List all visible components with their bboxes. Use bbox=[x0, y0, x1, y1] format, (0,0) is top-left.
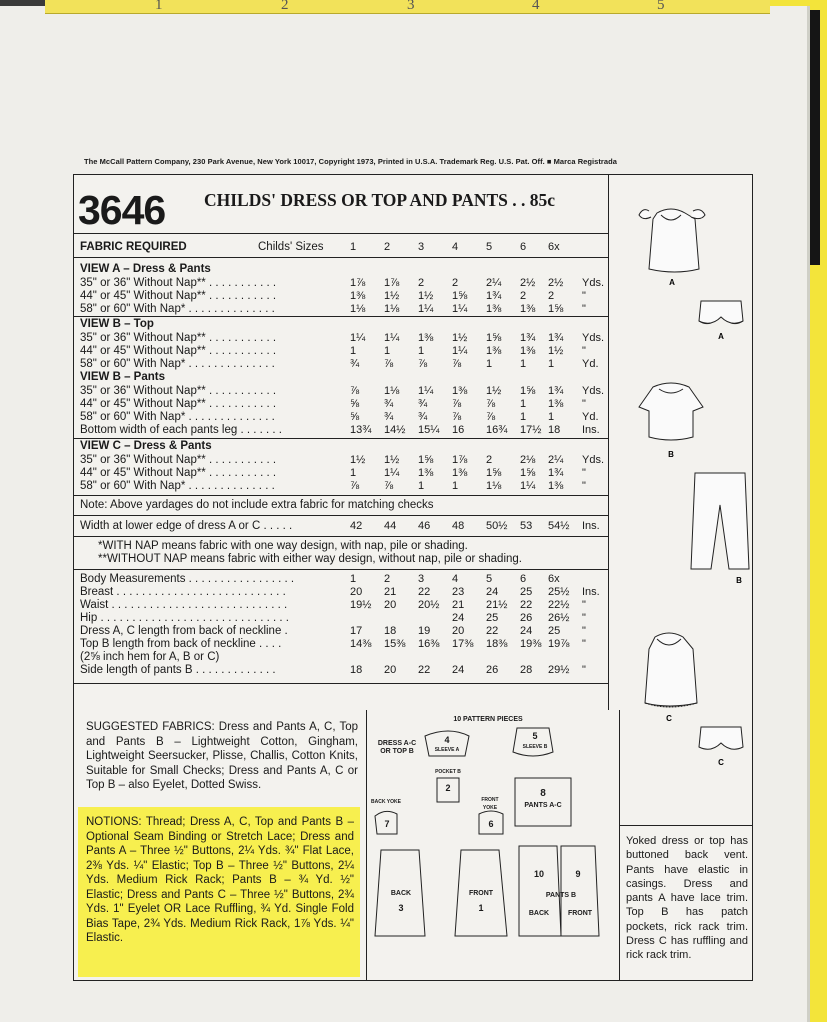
row-value: 1⅜ bbox=[486, 345, 502, 357]
row-value: 5 bbox=[486, 573, 493, 585]
view-c-pants-illustration bbox=[699, 727, 743, 749]
pants-b-label: PANTS B bbox=[545, 892, 577, 899]
row-value: 2 bbox=[418, 277, 425, 289]
row-value: 1⅝ bbox=[452, 290, 468, 302]
row-value: 44 bbox=[384, 520, 397, 532]
row-label: 44" or 45" Without Nap** . . . . . . . . . . . bbox=[80, 345, 277, 357]
row-value: 1¼ bbox=[520, 480, 536, 492]
row-value: 25 bbox=[548, 625, 561, 637]
row-value: " bbox=[582, 398, 586, 410]
view-b-pants-illustration bbox=[691, 473, 749, 569]
row-value: 46 bbox=[418, 520, 431, 532]
pants-back-label: BACK bbox=[528, 910, 550, 917]
row-value: 24 bbox=[486, 586, 499, 598]
row-value: 1¾ bbox=[520, 332, 536, 344]
row-value: 1¼ bbox=[384, 332, 400, 344]
row-value: " bbox=[582, 480, 586, 492]
row-value: 24 bbox=[452, 664, 465, 676]
garment-illustrations bbox=[609, 175, 752, 825]
illus-label: A bbox=[718, 332, 724, 341]
row-value: ⅞ bbox=[384, 358, 394, 370]
table-row bbox=[80, 612, 605, 625]
table-row bbox=[80, 424, 605, 437]
design-description: Yoked dress or top has buttoned back vent. Pants have elastic in casings. Dress and pants A have lace trim. Top B has patch pockets, rick rack trim. Dress C has ruffling and rick rack trim. bbox=[626, 835, 748, 962]
row-value: 22 bbox=[418, 586, 431, 598]
view-c-dress-illustration bbox=[645, 633, 697, 707]
row-value: Yds. bbox=[582, 277, 605, 289]
row-label: 35" or 36" Without Nap** . . . . . . . . . . . bbox=[80, 332, 277, 344]
row-label: Top B length from back of neckline . . . . bbox=[80, 638, 282, 650]
dress-label: DRESS A-C OR TOP B bbox=[377, 740, 417, 755]
row-value: 1½ bbox=[384, 290, 400, 302]
size-col: 3 bbox=[418, 241, 425, 253]
piece-2-name: POCKET B bbox=[435, 769, 461, 775]
size-col: 6 bbox=[520, 241, 527, 253]
row-value: ⅞ bbox=[452, 398, 462, 410]
table-row bbox=[80, 303, 605, 316]
row-value: Ins. bbox=[582, 586, 600, 598]
piece-6-number: 6 bbox=[488, 819, 494, 829]
row-value: 16⅜ bbox=[418, 638, 440, 650]
row-label: Side length of pants B . . . . . . . . . . . . . bbox=[80, 664, 276, 676]
row-value: 2 bbox=[384, 573, 391, 585]
piece-6-name: FRONT YOKE bbox=[481, 797, 499, 811]
row-value: 24 bbox=[452, 612, 465, 624]
nap-definition: *WITH NAP means fabric with one way design, with nap, pile or shading. bbox=[98, 540, 468, 552]
row-value: ¾ bbox=[418, 398, 428, 410]
row-label: Body Measurements . . . . . . . . . . . . . . . . . bbox=[80, 573, 295, 585]
row-value: 22 bbox=[486, 625, 499, 637]
illustrations-column bbox=[609, 175, 752, 825]
row-value: ⅝ bbox=[350, 398, 360, 410]
row-value: 1⅜ bbox=[418, 332, 434, 344]
pieces-outlines bbox=[367, 710, 621, 980]
table-row bbox=[80, 332, 605, 345]
row-value: 1⅞ bbox=[452, 454, 468, 466]
row-value: 2½ bbox=[548, 277, 564, 289]
row-value: " bbox=[582, 290, 586, 302]
row-value: 1⅝ bbox=[520, 467, 536, 479]
row-value: 1 bbox=[350, 573, 357, 585]
pattern-number: 3646 bbox=[78, 187, 166, 233]
row-label: Breast . . . . . . . . . . . . . . . . . . . . . . . . . . . bbox=[80, 586, 286, 598]
divider bbox=[74, 569, 609, 570]
row-value: ⅝ bbox=[350, 411, 360, 423]
row-value: " bbox=[582, 345, 586, 357]
row-value: 21 bbox=[452, 599, 465, 611]
piece-1-number: 1 bbox=[478, 903, 484, 913]
row-value: 1½ bbox=[418, 290, 434, 302]
table-row bbox=[80, 664, 605, 677]
piece-5-number: 5 bbox=[532, 731, 538, 741]
row-value: 4 bbox=[452, 573, 459, 585]
row-value: 1⅜ bbox=[520, 345, 536, 357]
table-row bbox=[80, 573, 605, 586]
divider bbox=[74, 495, 609, 496]
row-value: ⅞ bbox=[486, 398, 496, 410]
row-value: 2⅛ bbox=[520, 454, 536, 466]
row-value: 2½ bbox=[520, 277, 536, 289]
row-value: 2¼ bbox=[548, 454, 564, 466]
piece-9-number: 9 bbox=[575, 869, 581, 879]
piece-3-number: 3 bbox=[398, 903, 404, 913]
row-value: Ins. bbox=[582, 424, 600, 436]
piece-4-number: 4 bbox=[444, 735, 450, 745]
row-value: 1⅝ bbox=[486, 332, 502, 344]
row-value: 22 bbox=[520, 599, 533, 611]
row-value: 19½ bbox=[350, 599, 372, 611]
row-value: Yd. bbox=[582, 358, 599, 370]
row-value: ⅞ bbox=[452, 411, 462, 423]
illus-label: B bbox=[668, 450, 674, 459]
row-value: 16¾ bbox=[486, 424, 508, 436]
row-value: 48 bbox=[452, 520, 465, 532]
row-value: 14⅜ bbox=[350, 638, 372, 650]
row-label: Waist . . . . . . . . . . . . . . . . . . . . . . . . . . . . bbox=[80, 599, 288, 611]
piece-3-name: BACK bbox=[390, 890, 412, 897]
row-value: 2¼ bbox=[486, 277, 502, 289]
row-value: 1 bbox=[350, 467, 357, 479]
row-value: 1¾ bbox=[548, 332, 564, 344]
table-row bbox=[80, 358, 605, 371]
sizes-label: Childs' Sizes bbox=[258, 241, 324, 253]
yardage-table bbox=[74, 175, 609, 710]
row-value: ¾ bbox=[384, 411, 394, 423]
size-col: 1 bbox=[350, 241, 357, 253]
ruler-number: 4 bbox=[532, 0, 540, 13]
piece-2-number: 2 bbox=[445, 783, 451, 793]
ruler-number: 2 bbox=[281, 0, 289, 13]
size-col: 4 bbox=[452, 241, 459, 253]
row-value: 1 bbox=[452, 480, 459, 492]
row-label: 58" or 60" With Nap* . . . . . . . . . . . . . . bbox=[80, 303, 275, 315]
row-value: 1⅞ bbox=[384, 277, 400, 289]
row-value: 1⅜ bbox=[520, 303, 536, 315]
row-value: 18 bbox=[548, 424, 561, 436]
row-value: " bbox=[582, 612, 586, 624]
checks-note: Note: Above yardages do not include extra fabric for matching checks bbox=[80, 499, 434, 511]
row-label: 58" or 60" With Nap* . . . . . . . . . . . . . . bbox=[80, 480, 275, 492]
row-value: ⅞ bbox=[418, 358, 428, 370]
row-value: 6x bbox=[548, 573, 560, 585]
size-col: 6x bbox=[548, 241, 560, 253]
illus-label: A bbox=[669, 278, 675, 287]
row-label: 35" or 36" Without Nap** . . . . . . . . . . . bbox=[80, 385, 277, 397]
view-section-title: VIEW C – Dress & Pants bbox=[80, 440, 212, 452]
table-row bbox=[80, 345, 605, 358]
row-value: 1⅝ bbox=[486, 467, 502, 479]
row-label: Dress A, C length from back of neckline . bbox=[80, 625, 288, 637]
view-a-pants-illustration bbox=[699, 301, 743, 324]
row-value: 21½ bbox=[486, 599, 508, 611]
row-value: 1⅜ bbox=[350, 290, 366, 302]
row-value: 1⅛ bbox=[384, 303, 400, 315]
row-value: 1¼ bbox=[350, 332, 366, 344]
table-row bbox=[80, 467, 605, 480]
illus-label: C bbox=[718, 758, 724, 767]
pattern-pieces-diagram bbox=[366, 710, 620, 980]
row-value: 1⅜ bbox=[452, 467, 468, 479]
row-value: 2 bbox=[452, 277, 459, 289]
row-value: 1⅝ bbox=[520, 385, 536, 397]
suggested-fabrics: SUGGESTED FABRICS: Dress and Pants A, C, Top and Pants B – Lightweight Cotton, Gingham, Lightweight Seersucker, Plisse, Challis, Cotton Knits, Suitable for Small Checks; Dress and Pants A, C or Top B – also Eyelet, Dotted Swiss. bbox=[86, 721, 358, 791]
pieces-heading: 10 PATTERN PIECES bbox=[453, 716, 523, 723]
row-value: ⅞ bbox=[350, 480, 360, 492]
row-label: 44" or 45" Without Nap** . . . . . . . . . . . bbox=[80, 290, 277, 302]
table-row bbox=[80, 290, 605, 303]
row-value: " bbox=[582, 599, 586, 611]
row-value: 24 bbox=[520, 625, 533, 637]
row-value: 19⅜ bbox=[520, 638, 542, 650]
row-value: 25 bbox=[486, 612, 499, 624]
row-value: 18 bbox=[384, 625, 397, 637]
row-value: 1⅜ bbox=[548, 398, 564, 410]
row-value: 53 bbox=[520, 520, 533, 532]
row-label: 35" or 36" Without Nap** . . . . . . . . . . . bbox=[80, 454, 277, 466]
row-value: 1¼ bbox=[418, 303, 434, 315]
row-label: 58" or 60" With Nap* . . . . . . . . . . . . . . bbox=[80, 358, 275, 370]
table-row bbox=[80, 586, 605, 599]
row-value: 20 bbox=[384, 599, 397, 611]
size-col: 2 bbox=[384, 241, 391, 253]
row-value: 1⅞ bbox=[350, 277, 366, 289]
design-description-box bbox=[620, 825, 752, 980]
notions-box bbox=[78, 807, 360, 977]
row-value: 19⅞ bbox=[548, 638, 570, 650]
row-value: ⅞ bbox=[350, 385, 360, 397]
row-value: 1 bbox=[418, 480, 425, 492]
row-value: " bbox=[582, 303, 586, 315]
row-value: 1⅜ bbox=[452, 385, 468, 397]
row-value: ¾ bbox=[350, 358, 360, 370]
ruler-number: 1 bbox=[155, 0, 163, 13]
row-value: 26 bbox=[486, 664, 499, 676]
row-value: 20 bbox=[350, 586, 363, 598]
divider bbox=[74, 233, 609, 234]
row-value: 1⅜ bbox=[486, 303, 502, 315]
row-value: ⅞ bbox=[452, 358, 462, 370]
row-value: 22 bbox=[418, 664, 431, 676]
table-row bbox=[80, 454, 605, 467]
divider bbox=[74, 536, 609, 537]
size-col: 5 bbox=[486, 241, 493, 253]
row-value: " bbox=[582, 625, 586, 637]
piece-8-name: PANTS A-C bbox=[524, 802, 562, 809]
table-row bbox=[80, 385, 605, 398]
row-value: 1⅜ bbox=[418, 467, 434, 479]
row-value: 1¾ bbox=[486, 290, 502, 302]
row-value: 1½ bbox=[452, 332, 468, 344]
row-label: Hip . . . . . . . . . . . . . . . . . . . . . . . . . . . . . . bbox=[80, 612, 289, 624]
row-value: 1¼ bbox=[384, 467, 400, 479]
piece-5-name: SLEEVE B bbox=[522, 744, 548, 750]
row-value: 1 bbox=[486, 358, 493, 370]
piece-1-name: FRONT bbox=[468, 890, 494, 897]
row-value: 3 bbox=[418, 573, 425, 585]
row-value: 20½ bbox=[418, 599, 440, 611]
view-section-title: VIEW B – Top bbox=[80, 318, 154, 330]
row-value: Yds. bbox=[582, 454, 605, 466]
row-label: Bottom width of each pants leg . . . . . . . bbox=[80, 424, 282, 436]
view-section-title: VIEW B – Pants bbox=[80, 371, 165, 383]
row-value: 23 bbox=[452, 586, 465, 598]
row-value: 42 bbox=[350, 520, 363, 532]
table-row bbox=[80, 625, 605, 638]
piece-10-number: 10 bbox=[533, 869, 544, 879]
row-value: 1 bbox=[548, 358, 555, 370]
row-value: 25 bbox=[520, 586, 533, 598]
piece-7-name: BACK YOKE bbox=[371, 799, 401, 805]
row-value: 2 bbox=[520, 290, 527, 302]
row-label: (2⅝ inch hem for A, B or C) bbox=[80, 651, 220, 663]
row-value: " bbox=[582, 664, 586, 676]
row-value: 50½ bbox=[486, 520, 508, 532]
pattern-info-panel bbox=[73, 174, 753, 981]
row-value: 22½ bbox=[548, 599, 570, 611]
row-value: 1⅛ bbox=[350, 303, 366, 315]
row-value: Yd. bbox=[582, 411, 599, 423]
notions-text: NOTIONS: Thread; Dress A, C, Top and Pants B – Optional Seam Binding or Stretch Lace; Dress and Pants A – Three ½" Buttons, 2¼ Yds. ¾" Flat Lace, 2⅜ Yds. ¼" Elastic; Top B – Three ½" Buttons, 2¼ Yds. Medium Rick Rack; Pants B – ¾ Yd. ½" Elastic; Dress and Pants C – Three ½" Buttons, 2¾ Yds. 1" Eyelet OR Lace Ruffling, ¾ Yd. Single Fold Bias Tape, 2¾ Yds. Medium Rick Rack, 1⅞ Yds. ¼" Elastic. bbox=[86, 816, 354, 944]
row-label: Width at lower edge of dress A or C . . . . . bbox=[80, 520, 293, 532]
row-value: 26½ bbox=[548, 612, 570, 624]
row-value: 1 bbox=[520, 411, 527, 423]
row-value: 1½ bbox=[350, 454, 366, 466]
piece-4-name: SLEEVE A bbox=[434, 747, 460, 753]
row-value: Yds. bbox=[582, 385, 605, 397]
row-value: ⅞ bbox=[486, 411, 496, 423]
row-value: ¾ bbox=[418, 411, 428, 423]
row-value: 19 bbox=[418, 625, 431, 637]
row-value: 17 bbox=[350, 625, 363, 637]
row-label: 58" or 60" With Nap* . . . . . . . . . . . . . . bbox=[80, 411, 275, 423]
piece-7-number: 7 bbox=[384, 819, 390, 829]
illus-label: B bbox=[736, 576, 742, 585]
row-value: 28 bbox=[520, 664, 533, 676]
row-value: " bbox=[582, 638, 586, 650]
row-value: 1¼ bbox=[452, 303, 468, 315]
row-value: 1 bbox=[350, 345, 357, 357]
row-value: 1⅛ bbox=[384, 385, 400, 397]
row-value: Yds. bbox=[582, 332, 605, 344]
row-value: 20 bbox=[384, 664, 397, 676]
view-section-title: VIEW A – Dress & Pants bbox=[80, 263, 211, 275]
pattern-title: CHILDS' DRESS OR TOP AND PANTS . . 85c bbox=[204, 190, 556, 210]
divider bbox=[74, 683, 609, 684]
row-value: 1¾ bbox=[548, 385, 564, 397]
row-value: 1¼ bbox=[452, 345, 468, 357]
row-value: 6 bbox=[520, 573, 527, 585]
row-label: 44" or 45" Without Nap** . . . . . . . . . . . bbox=[80, 398, 277, 410]
row-value: 1 bbox=[548, 411, 555, 423]
row-value: 1⅛ bbox=[486, 480, 502, 492]
row-value: 2 bbox=[486, 454, 493, 466]
table-row bbox=[80, 411, 605, 424]
row-value: 1 bbox=[520, 358, 527, 370]
row-value: 15⅜ bbox=[384, 638, 406, 650]
row-value: 1½ bbox=[384, 454, 400, 466]
row-label: 44" or 45" Without Nap** . . . . . . . . . . . bbox=[80, 467, 277, 479]
view-a-dress-illustration bbox=[639, 209, 705, 272]
divider bbox=[74, 257, 609, 258]
illus-label: C bbox=[666, 714, 672, 723]
table-row bbox=[80, 520, 605, 533]
row-label: 35" or 36" Without Nap** . . . . . . . . . . . bbox=[80, 277, 277, 289]
row-value: 15¼ bbox=[418, 424, 440, 436]
table-row bbox=[80, 398, 605, 411]
ruler-number: 5 bbox=[657, 0, 665, 13]
row-value: 25½ bbox=[548, 586, 570, 598]
ruler-number: 3 bbox=[407, 0, 415, 13]
row-value: 1⅝ bbox=[418, 454, 434, 466]
row-value: 1 bbox=[520, 398, 527, 410]
row-value: 29½ bbox=[548, 664, 570, 676]
table-row bbox=[80, 480, 605, 493]
copyright-line: The McCall Pattern Company, 230 Park Avenue, New York 10017, Copyright 1973, Printed in U.S.A. Trademark Reg. U.S. Pat. Off. ■ Marca Registrada bbox=[84, 157, 617, 166]
view-b-top-illustration bbox=[639, 383, 703, 440]
row-value: " bbox=[582, 467, 586, 479]
row-value: 1½ bbox=[548, 345, 564, 357]
row-value: 1½ bbox=[486, 385, 502, 397]
row-value: 1¼ bbox=[418, 385, 434, 397]
row-value: 16 bbox=[452, 424, 465, 436]
row-value: 21 bbox=[384, 586, 397, 598]
divider bbox=[74, 316, 609, 317]
row-value: 17⅜ bbox=[452, 638, 474, 650]
fabric-required-label: FABRIC REQUIRED bbox=[80, 241, 187, 253]
row-value: 26 bbox=[520, 612, 533, 624]
row-value: 13¾ bbox=[350, 424, 372, 436]
row-value: 2 bbox=[548, 290, 555, 302]
row-value: ¾ bbox=[384, 398, 394, 410]
row-value: 1⅝ bbox=[548, 303, 564, 315]
row-value: 1 bbox=[384, 345, 391, 357]
measuring-ruler bbox=[45, 0, 770, 14]
row-value: 18 bbox=[350, 664, 363, 676]
row-value: 14½ bbox=[384, 424, 406, 436]
table-row bbox=[80, 599, 605, 612]
divider bbox=[74, 515, 609, 516]
pants-front-label: FRONT bbox=[567, 910, 593, 917]
row-value: 1⅜ bbox=[548, 480, 564, 492]
nap-definition: **WITHOUT NAP means fabric with either way design, without nap, pile or shading. bbox=[98, 553, 522, 565]
row-value: Ins. bbox=[582, 520, 600, 532]
row-value: 1¾ bbox=[548, 467, 564, 479]
table-row bbox=[80, 638, 605, 651]
row-value: 1 bbox=[418, 345, 425, 357]
table-row bbox=[80, 277, 605, 290]
row-value: ⅞ bbox=[384, 480, 394, 492]
row-value: 20 bbox=[452, 625, 465, 637]
row-value: 54½ bbox=[548, 520, 570, 532]
table-row bbox=[80, 651, 605, 664]
fabric-header-row bbox=[80, 241, 605, 254]
row-value: 17½ bbox=[520, 424, 542, 436]
piece-8-number: 8 bbox=[540, 788, 546, 799]
row-value: 18⅜ bbox=[486, 638, 508, 650]
